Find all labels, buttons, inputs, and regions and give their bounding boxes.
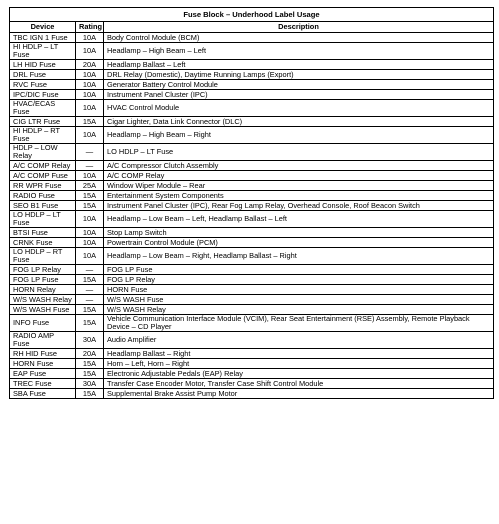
rating-cell: 15A: [76, 359, 104, 369]
device-cell: LO HDLP – RT Fuse: [10, 248, 76, 265]
description-cell: HORN Fuse: [104, 285, 494, 295]
device-cell: RADIO Fuse: [10, 191, 76, 201]
rating-cell: —: [76, 265, 104, 275]
table-row: [10, 349, 494, 359]
rating-cell: 15A: [76, 315, 104, 332]
table-row: [10, 127, 494, 144]
rating-cell: 15A: [76, 191, 104, 201]
description-cell: Headlamp Ballast – Right: [104, 349, 494, 359]
table-row: [10, 265, 494, 275]
rating-cell: 20A: [76, 60, 104, 70]
device-cell: INFO Fuse: [10, 315, 76, 332]
device-cell: HVAC/ECAS Fuse: [10, 100, 76, 117]
rating-cell: 10A: [76, 211, 104, 228]
device-cell: HI HDLP – LT Fuse: [10, 43, 76, 60]
device-cell: EAP Fuse: [10, 369, 76, 379]
rating-cell: 15A: [76, 305, 104, 315]
rating-cell: —: [76, 161, 104, 171]
device-cell: RH HID Fuse: [10, 349, 76, 359]
description-cell: Vehicle Communication Interface Module (VCIM), Rear Seat Entertainment (RSE) Assembly, Remote Playback Device – CD Player: [104, 315, 494, 332]
table-row: [10, 315, 494, 332]
description-cell: Body Control Module (BCM): [104, 33, 494, 43]
table-row: [10, 100, 494, 117]
table-row: [10, 181, 494, 191]
table-row: [10, 305, 494, 315]
table-row: [10, 144, 494, 161]
rating-cell: 30A: [76, 379, 104, 389]
device-cell: A/C COMP Fuse: [10, 171, 76, 181]
device-cell: HDLP – LOW Relay: [10, 144, 76, 161]
table-row: [10, 359, 494, 369]
description-cell: Window Wiper Module – Rear: [104, 181, 494, 191]
description-cell: Instrument Panel Cluster (IPC): [104, 90, 494, 100]
device-cell: HORN Fuse: [10, 359, 76, 369]
fuse-usage-table: [9, 7, 494, 399]
device-cell: HI HDLP – RT Fuse: [10, 127, 76, 144]
rating-cell: 10A: [76, 127, 104, 144]
device-cell: RR WPR Fuse: [10, 181, 76, 191]
device-cell: W/S WASH Relay: [10, 295, 76, 305]
device-cell: LH HID Fuse: [10, 60, 76, 70]
table-row: [10, 275, 494, 285]
rating-cell: 10A: [76, 238, 104, 248]
device-cell: W/S WASH Fuse: [10, 305, 76, 315]
device-cell: SEO B1 Fuse: [10, 201, 76, 211]
device-cell: TREC Fuse: [10, 379, 76, 389]
table-row: [10, 248, 494, 265]
rating-cell: 15A: [76, 389, 104, 399]
rating-cell: 15A: [76, 369, 104, 379]
rating-cell: 20A: [76, 349, 104, 359]
description-cell: Headlamp – Low Beam – Left, Headlamp Ballast – Left: [104, 211, 494, 228]
description-cell: W/S WASH Relay: [104, 305, 494, 315]
description-cell: FOG LP Fuse: [104, 265, 494, 275]
rating-cell: —: [76, 144, 104, 161]
rating-cell: 15A: [76, 117, 104, 127]
device-cell: SBA Fuse: [10, 389, 76, 399]
rating-cell: 10A: [76, 248, 104, 265]
table-row: [10, 369, 494, 379]
description-cell: Headlamp Ballast – Left: [104, 60, 494, 70]
description-cell: Entertainment System Components: [104, 191, 494, 201]
description-cell: Electronic Adjustable Pedals (EAP) Relay: [104, 369, 494, 379]
description-cell: Stop Lamp Switch: [104, 228, 494, 238]
rating-cell: 10A: [76, 33, 104, 43]
description-cell: Headlamp – High Beam – Left: [104, 43, 494, 60]
table-row: [10, 285, 494, 295]
description-cell: DRL Relay (Domestic), Daytime Running Lamps (Export): [104, 70, 494, 80]
device-cell: FOG LP Fuse: [10, 275, 76, 285]
table-row: [10, 70, 494, 80]
device-cell: FOG LP Relay: [10, 265, 76, 275]
device-cell: RADIO AMP Fuse: [10, 332, 76, 349]
rating-cell: 10A: [76, 171, 104, 181]
table-row: [10, 90, 494, 100]
rating-cell: 25A: [76, 181, 104, 191]
device-cell: CIG LTR Fuse: [10, 117, 76, 127]
device-cell: CRNK Fuse: [10, 238, 76, 248]
description-cell: Horn – Left, Horn – Right: [104, 359, 494, 369]
description-cell: Headlamp – Low Beam – Right, Headlamp Ballast – Right: [104, 248, 494, 265]
device-cell: RVC Fuse: [10, 80, 76, 90]
table-row: [10, 332, 494, 349]
table-row: [10, 238, 494, 248]
rating-cell: 10A: [76, 228, 104, 238]
table-row: [10, 201, 494, 211]
description-cell: Transfer Case Encoder Motor, Transfer Case Shift Control Module: [104, 379, 494, 389]
rating-cell: 30A: [76, 332, 104, 349]
rating-cell: —: [76, 295, 104, 305]
device-cell: IPC/DIC Fuse: [10, 90, 76, 100]
device-cell: DRL Fuse: [10, 70, 76, 80]
table-row: [10, 60, 494, 70]
table-row: [10, 211, 494, 228]
rating-cell: 15A: [76, 201, 104, 211]
table-row: [10, 295, 494, 305]
table-row: [10, 80, 494, 90]
description-cell: Cigar Lighter, Data Link Connector (DLC): [104, 117, 494, 127]
table-row: [10, 171, 494, 181]
description-cell: Generator Battery Control Module: [104, 80, 494, 90]
description-cell: LO HDLP – LT Fuse: [104, 144, 494, 161]
column-header-rating: Rating: [76, 22, 104, 33]
description-cell: HVAC Control Module: [104, 100, 494, 117]
description-cell: A/C Compressor Clutch Assembly: [104, 161, 494, 171]
table-row: [10, 389, 494, 399]
description-cell: A/C COMP Relay: [104, 171, 494, 181]
description-cell: FOG LP Relay: [104, 275, 494, 285]
rating-cell: 15A: [76, 275, 104, 285]
table-row: [10, 43, 494, 60]
table-row: [10, 161, 494, 171]
fuse-table-container: [9, 7, 493, 399]
table-row: [10, 117, 494, 127]
rating-cell: 10A: [76, 80, 104, 90]
table-row: [10, 228, 494, 238]
description-cell: W/S WASH Fuse: [104, 295, 494, 305]
column-header-description: Description: [104, 22, 494, 33]
table-row: [10, 379, 494, 389]
device-cell: TBC IGN 1 Fuse: [10, 33, 76, 43]
rating-cell: 10A: [76, 90, 104, 100]
table-header-row: [10, 22, 494, 33]
description-cell: Powertrain Control Module (PCM): [104, 238, 494, 248]
table-title: Fuse Block – Underhood Label Usage: [10, 8, 494, 22]
rating-cell: 10A: [76, 43, 104, 60]
description-cell: Instrument Panel Cluster (IPC), Rear Fog Lamp Relay, Overhead Console, Roof Beacon Switch: [104, 201, 494, 211]
rating-cell: 10A: [76, 100, 104, 117]
rating-cell: —: [76, 285, 104, 295]
column-header-device: Device: [10, 22, 76, 33]
description-cell: Headlamp – High Beam – Right: [104, 127, 494, 144]
table-row: [10, 191, 494, 201]
table-row: [10, 33, 494, 43]
device-cell: A/C COMP Relay: [10, 161, 76, 171]
device-cell: BTSI Fuse: [10, 228, 76, 238]
description-cell: Audio Amplifier: [104, 332, 494, 349]
rating-cell: 10A: [76, 70, 104, 80]
description-cell: Supplemental Brake Assist Pump Motor: [104, 389, 494, 399]
device-cell: HORN Relay: [10, 285, 76, 295]
table-title-row: [10, 8, 494, 22]
device-cell: LO HDLP – LT Fuse: [10, 211, 76, 228]
